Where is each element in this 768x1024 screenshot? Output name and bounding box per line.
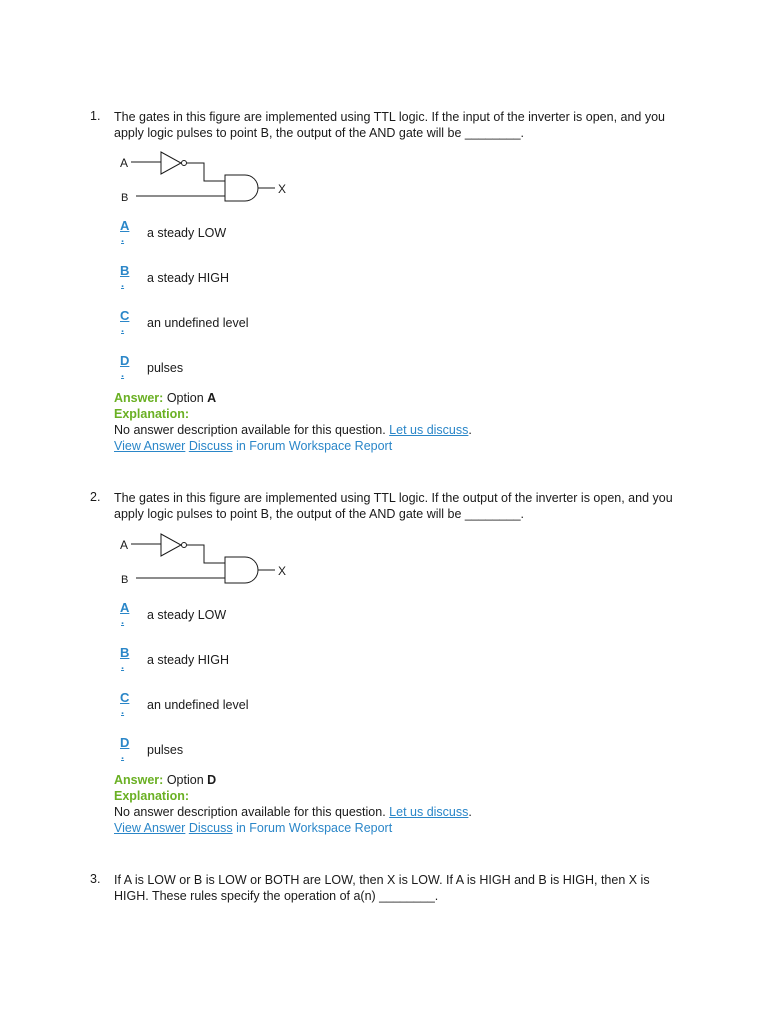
option-dot[interactable]: . [121,323,125,335]
option-dot[interactable]: . [121,750,125,762]
question-number: 1. [90,109,101,123]
answer-prefix: Option [166,773,204,787]
option-dot[interactable]: . [121,660,125,672]
question-number: 2. [90,490,101,504]
and-gate-symbol [225,557,258,583]
explanation-text: No answer description available for this question. [114,805,386,819]
explanation-line [114,804,472,820]
circuit-label-b: B [121,574,129,586]
question-number: 3. [90,872,101,886]
discuss-link[interactable]: Let us discuss [389,805,469,819]
question-text: If A is LOW or B is LOW or BOTH are LOW, then X is LOW. If A is HIGH and B is HIGH, then X is HIGH. These rules specify the operation of a(n) ________. [114,873,650,903]
workspace-link[interactable]: Workspace [288,439,352,453]
report-link[interactable]: Report [354,439,393,453]
circuit-diagram [118,530,298,588]
discuss-suffix: . [468,805,472,819]
discuss-suffix: . [468,423,472,437]
option-letter-link[interactable]: D [120,353,130,368]
question-text: The gates in this figure are implemented using TTL logic. If the input of the inverter is open, and you apply logic pulses to point B, the output of the AND gate will be ________. [114,110,666,140]
option-text: pulses [147,361,184,375]
option-text: pulses [147,743,184,757]
option-letter-link[interactable]: C [120,690,130,705]
option-text: an undefined level [147,316,249,330]
answer-block [114,772,472,836]
circuit-label-a: A [120,156,129,170]
answer-value: D [207,773,217,787]
workspace-link[interactable]: Workspace [288,821,352,835]
circuit-label-b: B [121,192,129,204]
and-gate-symbol [225,175,258,201]
inverter-bubble [182,161,187,166]
discuss-link[interactable]: Let us discuss [389,423,469,437]
answer-label: Answer: [114,773,164,787]
answer-line [114,772,472,788]
option-letter-link[interactable]: A [120,218,130,233]
option-dot[interactable]: . [121,278,125,290]
discuss-forum-link[interactable]: Discuss [188,439,233,453]
option-text: a steady LOW [147,226,227,240]
answer-label: Answer: [114,391,164,405]
option-text: a steady HIGH [147,653,229,667]
inverter-symbol [161,152,181,174]
option-text: a steady HIGH [147,271,229,285]
question-text: The gates in this figure are implemented using TTL logic. If the output of the inverter is open, and you apply logic pulses to point B, the output of the AND gate will be ________. [114,491,673,521]
report-link[interactable]: Report [354,821,393,835]
action-links [114,438,472,454]
option-text: an undefined level [147,698,249,712]
inverter-output-wire [187,163,225,181]
answer-block [114,390,472,454]
answer-prefix: Option [166,391,204,405]
option-dot[interactable]: . [121,233,125,245]
explanation-label: Explanation: [114,407,190,421]
view-answer-link[interactable]: View Answer [114,439,186,453]
inverter-symbol [161,534,181,556]
option-dot[interactable]: . [121,705,125,717]
circuit-diagram [118,148,298,206]
inverter-bubble [182,543,187,548]
answer-line [114,390,472,406]
inverter-output-wire [187,545,225,563]
view-answer-link[interactable]: View Answer [114,821,186,835]
option-text: a steady LOW [147,608,227,622]
explanation-label: Explanation: [114,789,190,803]
in-forum-text: in Forum [236,439,286,453]
option-letter-link[interactable]: B [120,645,130,660]
option-dot[interactable]: . [121,615,125,627]
circuit-label-a: A [120,538,129,552]
circuit-label-x: X [278,182,287,196]
answer-value: A [207,391,217,405]
option-letter-link[interactable]: B [120,263,130,278]
option-letter-link[interactable]: D [120,735,130,750]
action-links [114,820,472,836]
in-forum-text: in Forum [236,821,286,835]
explanation-text: No answer description available for this question. [114,423,386,437]
option-letter-link[interactable]: A [120,600,130,615]
explanation-line [114,422,472,438]
option-dot[interactable]: . [121,368,125,380]
discuss-forum-link[interactable]: Discuss [188,821,233,835]
option-letter-link[interactable]: C [120,308,130,323]
circuit-label-x: X [278,564,287,578]
